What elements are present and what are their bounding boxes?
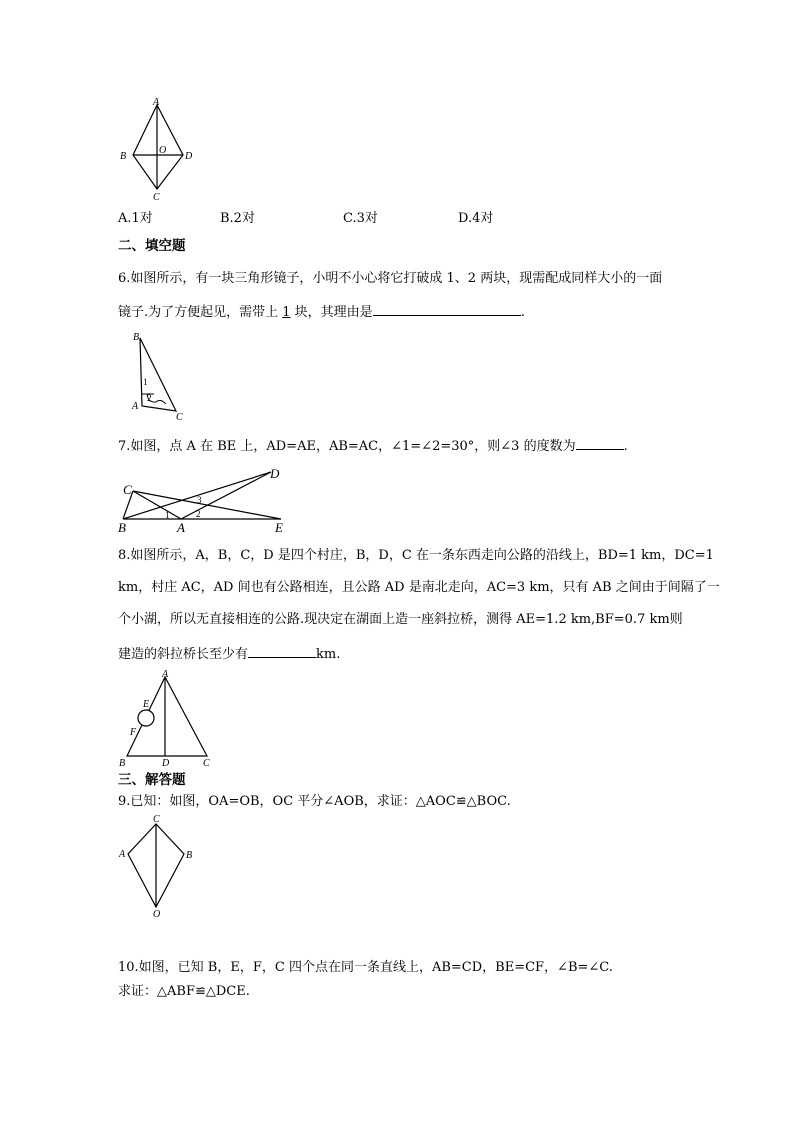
q7-label-d: D: [270, 466, 280, 481]
q8-figure: [110, 665, 220, 775]
q6-label-2: 2: [147, 393, 152, 403]
q6-label-b: B: [133, 332, 140, 343]
q10-line1: 10.如图，已知 B，E，F，C 四个点在同一条直线上，AB=CD，BE=CF，∠B=∠C.: [118, 960, 613, 975]
q7-label-c: C: [123, 482, 132, 497]
q8-answer-blank[interactable]: [248, 645, 316, 658]
q5-option-b: B.2对: [220, 211, 255, 226]
q8-line1: 8.如图所示，A，B，C，D 是四个村庄，B，D，C 在一条东西走向公路的沿线上，BD=1 km，DC=1: [118, 548, 714, 563]
q8-label-a: A: [162, 669, 169, 680]
q9-label-c: C: [153, 814, 160, 825]
q5-option-a: A.1对: [118, 211, 153, 226]
section3-heading: 三、解答题: [118, 772, 186, 788]
q8-label-c: C: [203, 758, 210, 769]
q7-label-2: 2: [196, 509, 201, 519]
q5-rhombus-figure: [110, 95, 220, 203]
q7-label-1: 1: [165, 510, 170, 520]
q5-label-o: O: [159, 145, 167, 156]
q8-label-d: D: [162, 758, 170, 769]
q6-line2: 镜子.为了方便起见，需带上 1 块，其理由是 .: [118, 305, 525, 320]
q6-answer-blank[interactable]: [373, 303, 521, 316]
section2-heading: 二、填空题: [118, 238, 186, 254]
q5-label-b: B: [120, 151, 127, 162]
q5-label-c: C: [153, 192, 160, 203]
q5-label-d: D: [185, 151, 193, 162]
q7-label-3: 3: [197, 495, 202, 505]
q8-line2: km，村庄 AC，AD 间也有公路相连，且公路 AD 是南北走向，AC=3 km，只有 AB 之间由于间隔了一: [118, 580, 720, 595]
q5-option-d: D.4对: [458, 211, 494, 226]
q7-label-e: E: [275, 520, 283, 535]
q7-text: 7.如图，点 A 在 BE 上，AD=AE，AB=AC，∠1=∠2=30°，则∠3 的度数为 .: [118, 439, 628, 454]
q5-option-c: C.3对: [343, 211, 378, 226]
q7-label-b: B: [118, 520, 126, 535]
q6-label-a: A: [132, 401, 139, 412]
q9-label-o: O: [153, 909, 161, 920]
q6-line1: 6.如图所示，有一块三角形镜子，小明不小心将它打破成 1、2 两块，现需配成同样大小的一面: [118, 271, 663, 286]
q8-line4: 建造的斜拉桥长至少有 km.: [118, 647, 341, 662]
q9-kite-figure: [112, 812, 202, 922]
q6-label-c: C: [176, 412, 183, 423]
q5-label-a: A: [153, 97, 160, 108]
q8-label-b: B: [119, 758, 126, 769]
q6-triangle-figure: [128, 328, 198, 423]
q7-label-a: A: [177, 520, 185, 535]
q9-text: 9.已知：如图，OA=OB，OC 平分∠AOB，求证：△AOC≌△BOC.: [118, 794, 511, 809]
q8-label-e: E: [143, 699, 150, 710]
q7-figure: [115, 460, 305, 535]
q6-label-1: 1: [143, 377, 148, 387]
q8-line3: 个小湖，所以无直接相连的公路.现决定在湖面上造一座斜拉桥，测得 AE=1.2 km,BF=0.7 km则: [118, 612, 683, 627]
q7-answer-blank[interactable]: [576, 437, 624, 450]
q9-label-a: A: [119, 849, 126, 860]
q9-label-b: B: [186, 850, 193, 861]
q10-line2: 求证：△ABF≌△DCE.: [118, 984, 250, 999]
q8-label-f: F: [130, 727, 137, 738]
